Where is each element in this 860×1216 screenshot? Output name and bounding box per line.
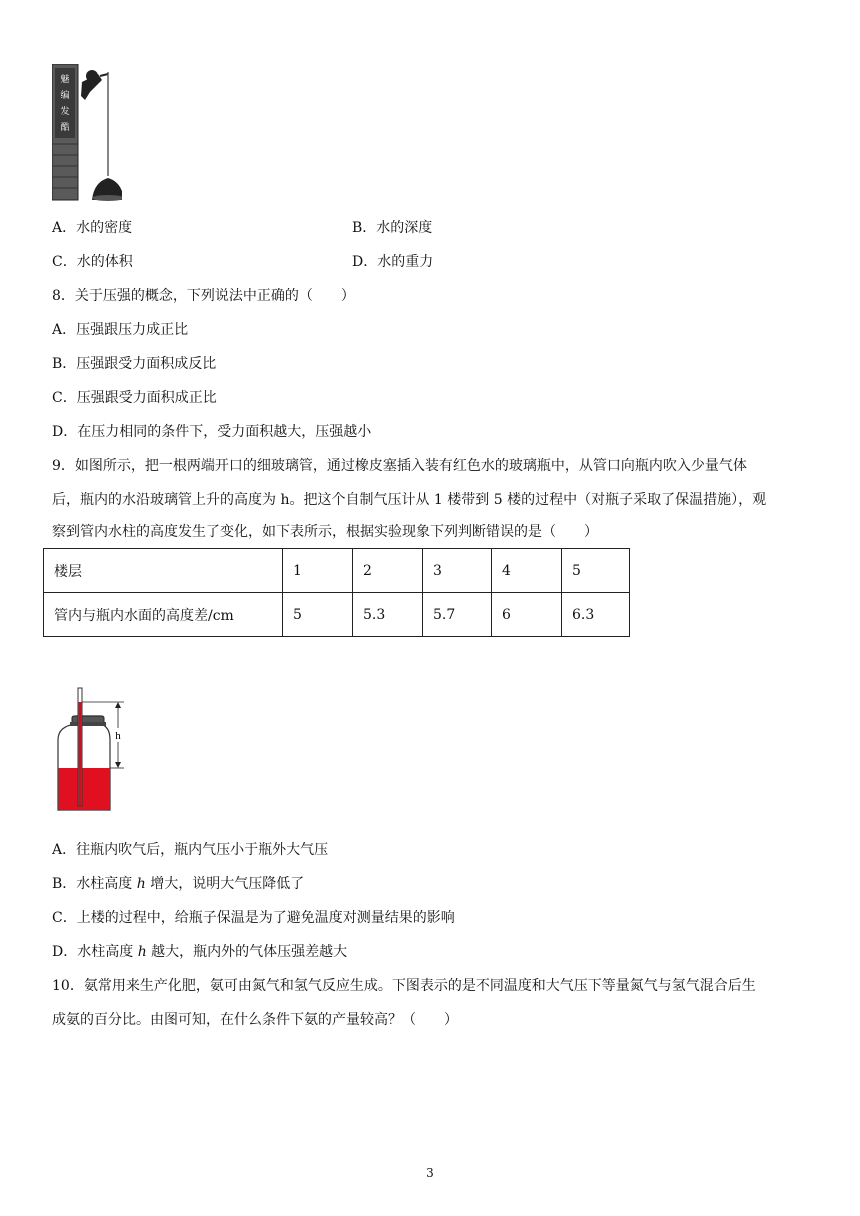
q9-stem-line-1: 9．如图所示，把一根两端开口的细玻璃管，通过橡皮塞插入装有红色水的玻璃瓶中，从管口向瓶内吹入少量气体 <box>52 458 747 474</box>
page-number: 3 <box>426 1166 434 1180</box>
table-cell: 5 <box>283 593 353 637</box>
q9-stem-line-2: 后，瓶内的水沿玻璃管上升的高度为 h。把这个自制气压计从 1 楼带到 5 楼的过程中（对瓶子采取了保温措施），观 <box>52 492 767 508</box>
table-cell: 6.3 <box>562 593 630 637</box>
pascal-barrel-figure <box>52 64 122 204</box>
q8-option-d[interactable]: D．在压力相同的条件下，受力面积越大，压强越小 <box>52 424 372 440</box>
q9-option-b[interactable]: B．水柱高度 h 增大，说明大气压降低了 <box>52 876 305 892</box>
table-cell: 1 <box>283 549 353 593</box>
table-cell: 楼层 <box>44 549 283 593</box>
height-label-h: h <box>115 730 121 742</box>
q8-option-b[interactable]: B．压强跟受力面积成反比 <box>52 356 217 372</box>
q8-stem: 8．关于压强的概念，下列说法中正确的（ ） <box>52 288 355 304</box>
q8-option-a[interactable]: A．压强跟压力成正比 <box>52 322 189 338</box>
table-cell: 6 <box>492 593 562 637</box>
q9-option-d[interactable]: D．水柱高度 h 越大，瓶内外的气体压强差越大 <box>52 944 348 960</box>
table-cell: 3 <box>423 549 492 593</box>
q9-option-c[interactable]: C．上楼的过程中，给瓶子保温是为了避免温度对测量结果的影响 <box>52 910 455 926</box>
q8-option-c[interactable]: C．压强跟受力面积成正比 <box>52 390 217 406</box>
table-cell: 5.7 <box>423 593 492 637</box>
q7-option-b[interactable]: B．水的深度 <box>352 220 433 236</box>
table-row <box>44 593 630 637</box>
table-cell: 4 <box>492 549 562 593</box>
table-cell: 5 <box>562 549 630 593</box>
q7-option-d[interactable]: D．水的重力 <box>352 254 434 270</box>
q9-stem-line-3: 察到管内水柱的高度发生了变化，如下表所示，根据实验现象下列判断错误的是（ ） <box>52 524 598 540</box>
table-row <box>44 549 630 593</box>
q9-option-a[interactable]: A．往瓶内吹气后，瓶内气压小于瓶外大气压 <box>52 842 329 858</box>
table-cell: 2 <box>353 549 423 593</box>
barometer-bottle-figure <box>56 686 136 814</box>
q7-option-a[interactable]: A．水的密度 <box>52 220 133 236</box>
sign-char-2: 编 <box>60 91 70 101</box>
q10-stem-line-1: 10．氨常用来生产化肥，氨可由氮气和氢气反应生成。下图表示的是不同温度和大气压下等量氮气与氢气混合后生 <box>52 978 756 994</box>
table-cell: 5.3 <box>353 593 423 637</box>
sign-char-3: 发 <box>60 107 70 117</box>
table-cell: 管内与瓶内水面的高度差/cm <box>44 593 283 637</box>
q7-option-c[interactable]: C．水的体积 <box>52 254 133 270</box>
q10-stem-line-2: 成氨的百分比。由图可知，在什么条件下氨的产量较高？（ ） <box>52 1012 458 1028</box>
sign-char-1: 魅 <box>60 75 70 85</box>
sign-char-4: 酷 <box>60 123 70 133</box>
q9-data-table <box>43 548 630 637</box>
